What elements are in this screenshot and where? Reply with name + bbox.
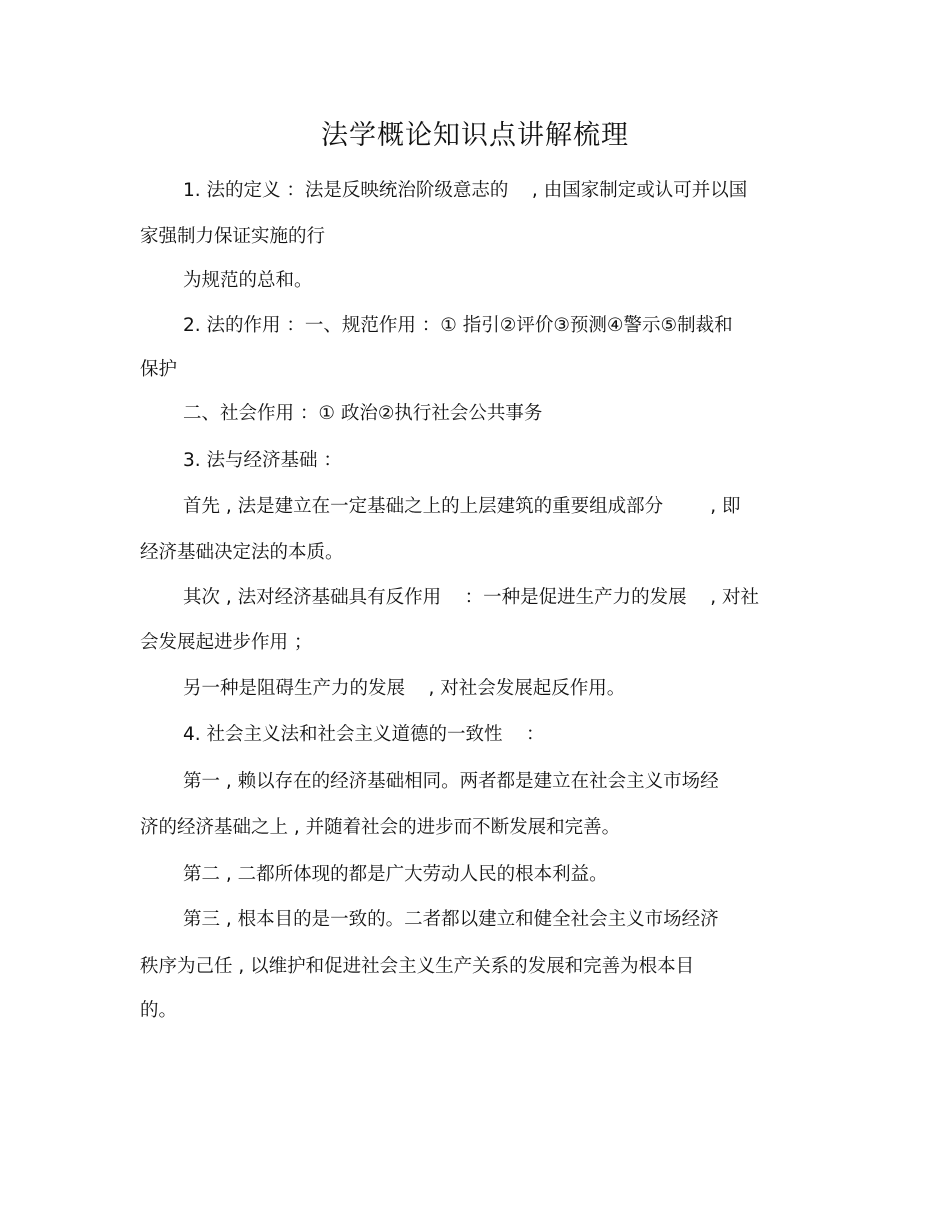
paragraph-line: 3. 法与经济基础 ： bbox=[183, 450, 342, 471]
paragraph-line: 家强制力保证实施的行 bbox=[140, 226, 326, 247]
paragraph-line: 1. 法的定义 ：法是反映统治阶级意志的 , 由国家制定或认可并以国 bbox=[183, 180, 748, 201]
paragraph-line: 第二 , 二都所体现的都是广大劳动人民的根本利益。 bbox=[183, 864, 608, 885]
page-title: 法学概论知识点讲解梳理 bbox=[321, 120, 629, 151]
paragraph-line: 4. 社会主义法和社会主义道德的一致性 ： bbox=[183, 724, 545, 745]
paragraph-line: 首先 , 法是建立在一定基础之上的上层建筑的重要组成部分 , 即 bbox=[183, 496, 741, 517]
paragraph-line: 其次 , 法对经济基础具有反作用 ：一种是促进生产力的发展 , 对社 bbox=[183, 587, 759, 608]
paragraph-line: 第一 , 赖以存在的经济基础相同。两者都是建立在社会主义市场经 bbox=[183, 771, 719, 792]
paragraph-line: 的。 bbox=[140, 1000, 178, 1021]
paragraph-line: 第三 , 根本目的是一致的。二者都以建立和健全社会主义市场经济 bbox=[183, 909, 719, 930]
paragraph-line: 2. 法的作用 ：一、规范作用 ：① 指引②评价③预测④警示⑤制裁和 bbox=[183, 315, 733, 336]
paragraph-line: 经济基础决定法的本质。 bbox=[140, 542, 344, 563]
paragraph-line: 秩序为己任 , 以维护和促进社会主义生产关系的发展和完善为根本目 bbox=[140, 956, 695, 977]
paragraph-line: 济的经济基础之上 , 并随着社会的进步而不断发展和完善。 bbox=[140, 817, 621, 838]
paragraph-line: 保护 bbox=[140, 359, 178, 380]
paragraph-line: 二、社会作用 ：① 政治②执行社会公共事务 bbox=[183, 403, 543, 424]
paragraph-line: 为规范的总和。 bbox=[183, 270, 313, 291]
paragraph-line: 另一种是阻碍生产力的发展 , 对社会发展起反作用。 bbox=[183, 678, 626, 699]
paragraph-line: 会发展起进步作用 ； bbox=[140, 632, 313, 653]
